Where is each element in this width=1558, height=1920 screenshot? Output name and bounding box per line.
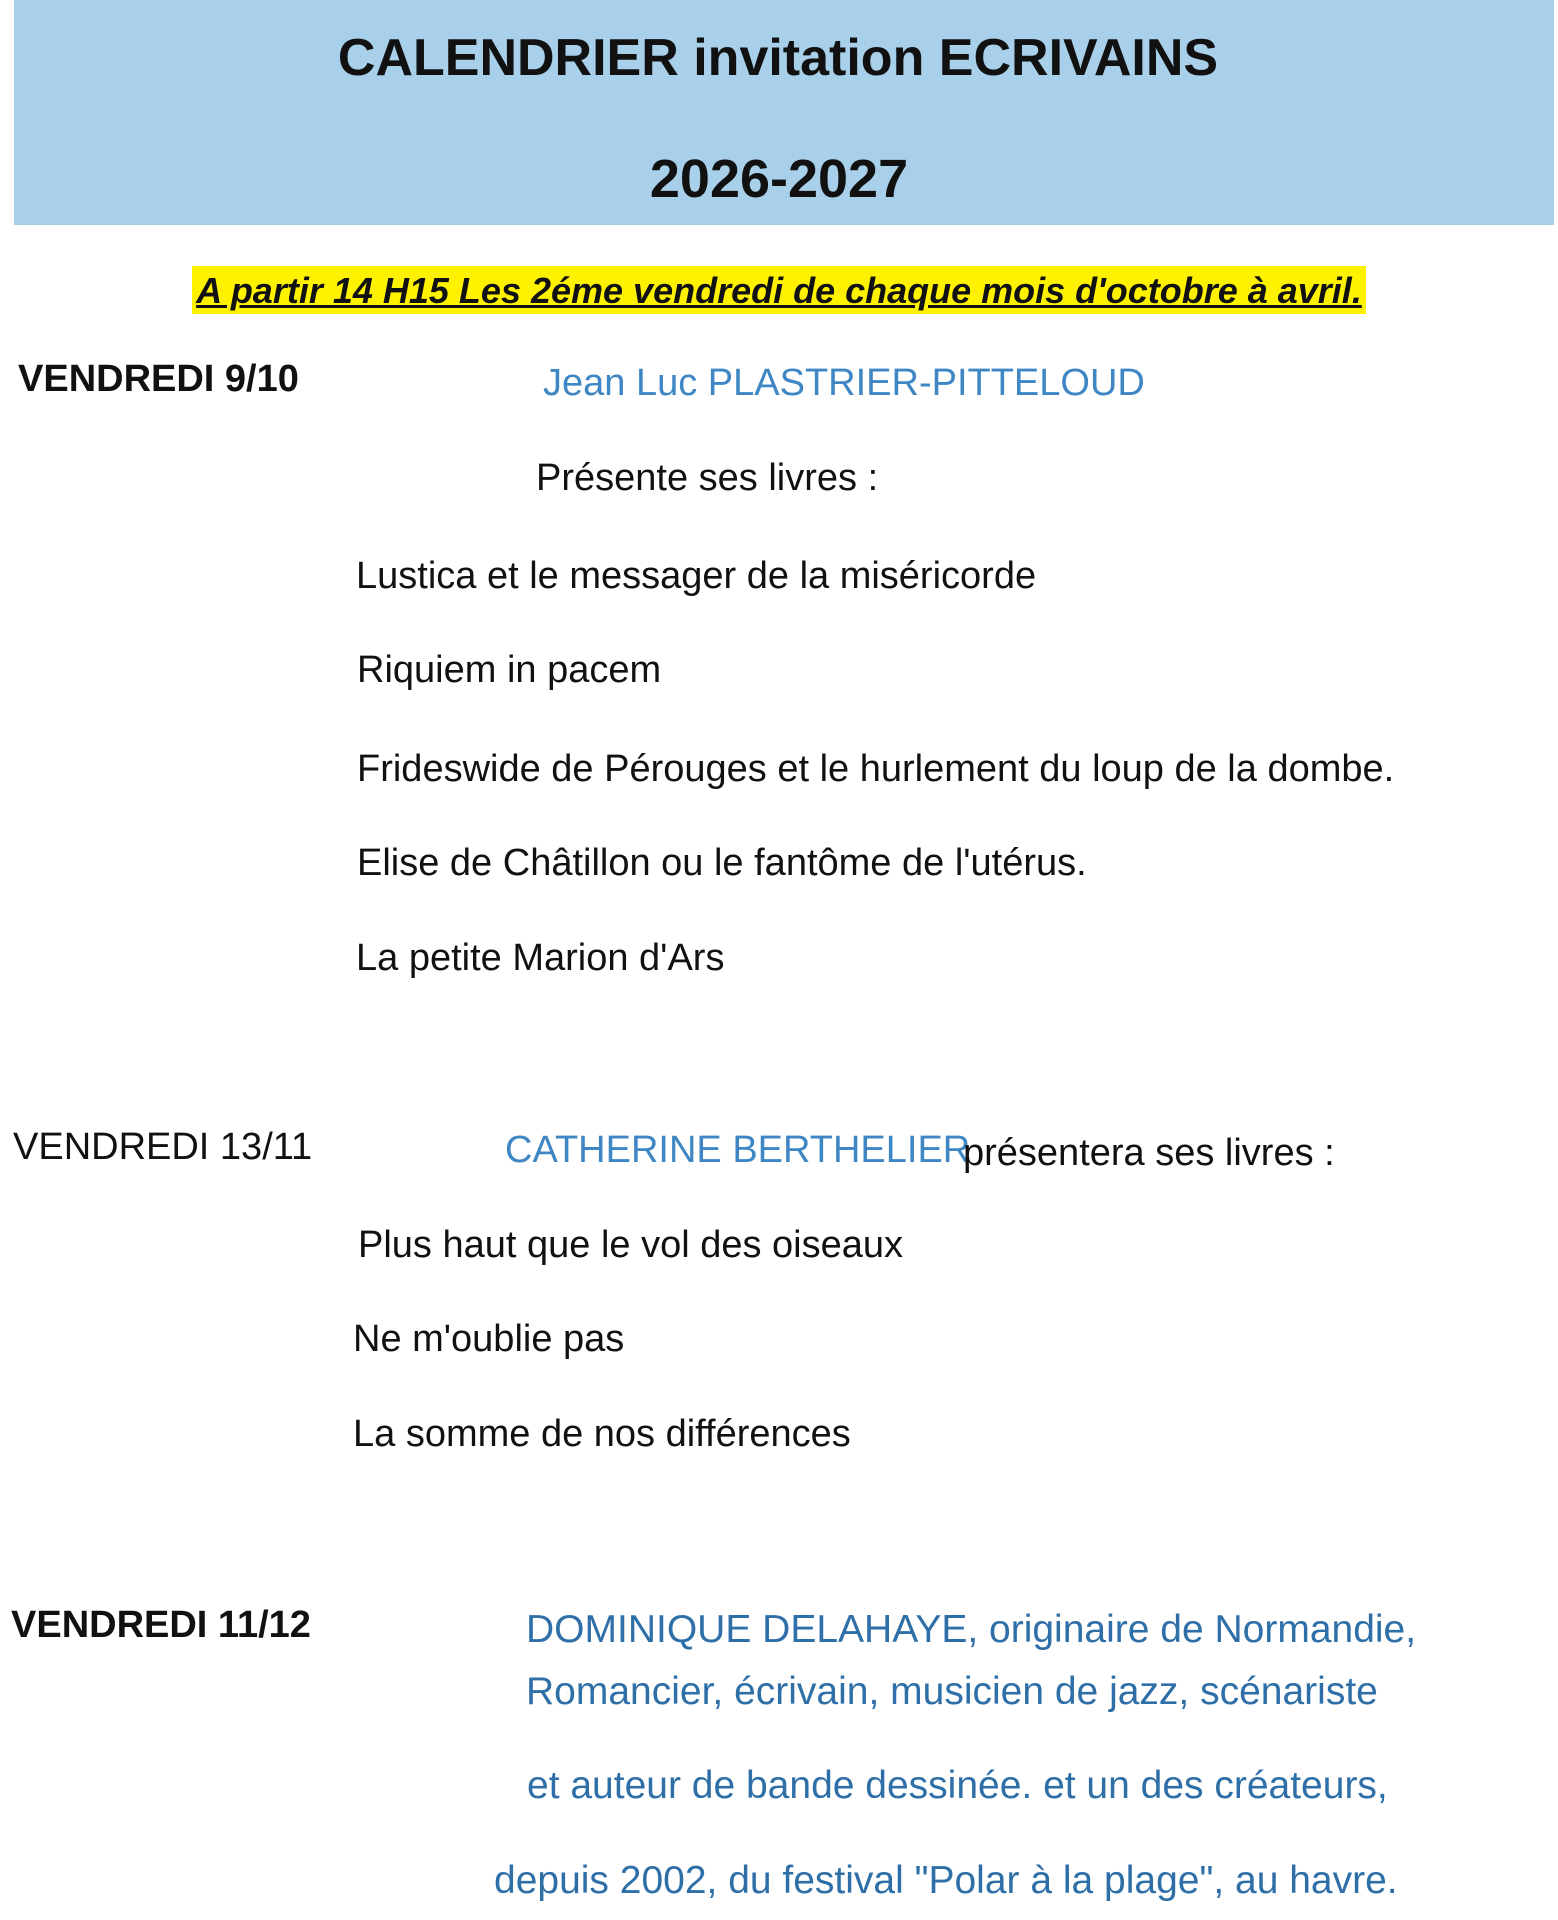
book-title: Elise de Châtillon ou le fantôme de l'utérus. [357, 842, 1087, 884]
season-year: 2026-2027 [649, 149, 909, 209]
author-description-line: et auteur de bande dessinée. et un des créateurs, [527, 1764, 1388, 1807]
book-title: Riquiem in pacem [357, 649, 662, 691]
book-title: La petite Marion d'Ars [356, 937, 725, 979]
author-description-line: depuis 2002, du festival "Polar à la plage", au havre. [494, 1859, 1398, 1902]
event-date: VENDREDI 11/12 [11, 1604, 311, 1646]
event-date: VENDREDI 9/10 [18, 358, 299, 400]
author-description-line: DOMINIQUE DELAHAYE, originaire de Normandie, [526, 1608, 1417, 1651]
event-date: VENDREDI 13/11 [13, 1126, 313, 1168]
schedule-note: A partir 14 H15 Les 2éme vendredi de chaque mois d'octobre à avril. [192, 266, 1366, 314]
book-title: Frideswide de Pérouges et le hurlement du loup de la dombe. [357, 748, 1395, 790]
author-description-line: Romancier, écrivain, musicien de jazz, scénariste [526, 1670, 1378, 1713]
book-title: La somme de nos différences [353, 1413, 851, 1455]
intro-line [0, 266, 1558, 314]
book-title: Lustica et le messager de la miséricorde [356, 555, 1037, 597]
page-title: CALENDRIER invitation ECRIVAINS [337, 29, 1219, 87]
event-author: CATHERINE BERTHELIER [505, 1129, 971, 1171]
book-title: Plus haut que le vol des oiseaux [358, 1224, 904, 1266]
event-lead: présentera ses livres : [963, 1132, 1335, 1174]
event-author: Jean Luc PLASTRIER-PITTELOUD [543, 362, 1145, 404]
book-title: Ne m'oublie pas [353, 1318, 625, 1360]
event-lead: Présente ses livres : [536, 457, 879, 499]
